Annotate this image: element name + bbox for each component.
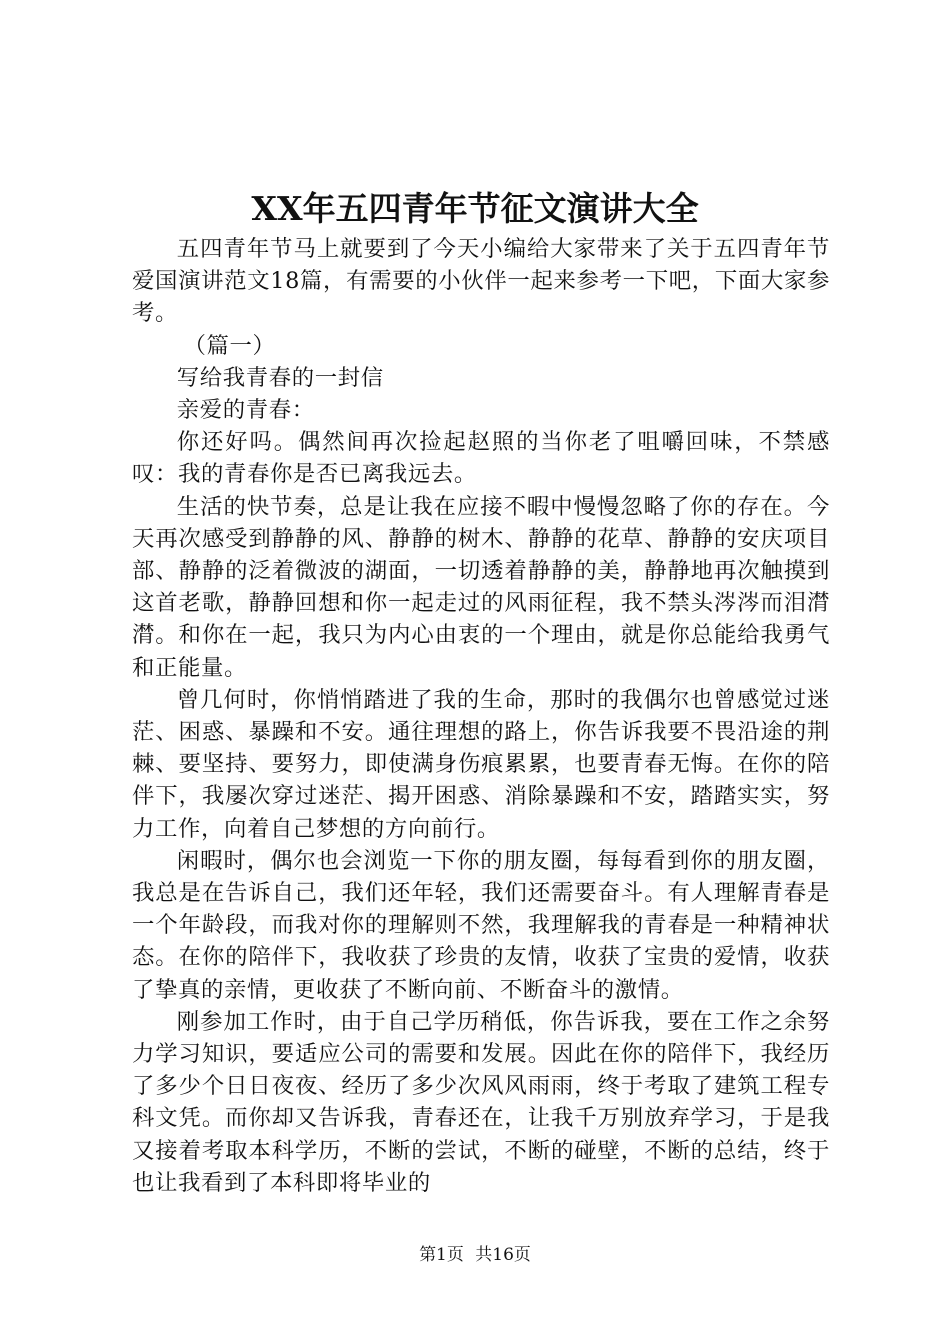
document-body: [132, 233, 830, 1199]
paragraph-letter-title: 写给我青春的一封信: [176, 364, 384, 391]
paragraph-body: 曾几何时，你悄悄踏进了我的生命，那时的我偶尔也曾感觉过迷茫、困惑、暴躁和不安。通往理想的路上，你告诉我要不畏沿途的荆棘、要坚持、要努力，即使满身伤痕累累，也要青春无悔。在你的陪伴下，我屡次穿过迷茫、揭开困惑、消除暴躁和不安，踏踏实实，努力工作，向着自己梦想的方向前行。: [132, 686, 830, 842]
page-footer: [0, 1243, 950, 1267]
paragraph-intro: 五四青年节马上就要到了今天小编给大家带来了关于五四青年节爱国演讲范文18篇，有需要的小伙伴一起来参考一下吧，下面大家参考。: [132, 236, 830, 327]
page-number-current: 第1页: [419, 1245, 464, 1265]
paragraph-section-marker: （篇一）: [183, 332, 276, 359]
paragraph-salutation: 亲爱的青春：: [176, 397, 315, 424]
paragraph-body: 你还好吗。偶然间再次捡起赵照的当你老了咀嚼回味，不禁感叹：我的青春你是否已离我远去。: [132, 429, 830, 488]
document-title: XX年五四青年节征文演讲大全: [251, 189, 699, 228]
page-number-total: 共16页: [475, 1245, 531, 1265]
paragraph-body: 刚参加工作时，由于自己学历稍低，你告诉我，要在工作之余努力学习知识，要适应公司的需要和发展。因此在你的陪伴下，我经历了多少个日日夜夜、经历了多少次风风雨雨，终于考取了建筑工程专科文凭。而你却又告诉我，青春还在，让我千万别放弃学习，于是我又接着考取本科学历，不断的尝试，不断的碰壁，不断的总结，终于也让我看到了本科即将毕业的: [132, 1008, 830, 1196]
paragraph-body: 闲暇时，偶尔也会浏览一下你的朋友圈，每每看到你的朋友圈，我总是在告诉自己，我们还年轻，我们还需要奋斗。有人理解青春是一个年龄段，而我对你的理解则不然，我理解我的青春是一种精神状态。在你的陪伴下，我收获了珍贵的友情，收获了宝贵的爱情，收获了挚真的亲情，更收获了不断向前、不断奋斗的激情。: [132, 847, 830, 1003]
paragraph-body: 生活的快节奏，总是让我在应接不暇中慢慢忽略了你的存在。今天再次感受到静静的风、静静的树木、静静的花草、静静的安庆项目部、静静的泛着微波的湖面，一切透着静静的美，静静地再次触摸到这首老歌，静静回想和你一起走过的风雨征程，我不禁头涔涔而泪潸潸。和你在一起，我只为内心由衷的一个理由，就是你总能给我勇气和正能量。: [132, 493, 830, 681]
